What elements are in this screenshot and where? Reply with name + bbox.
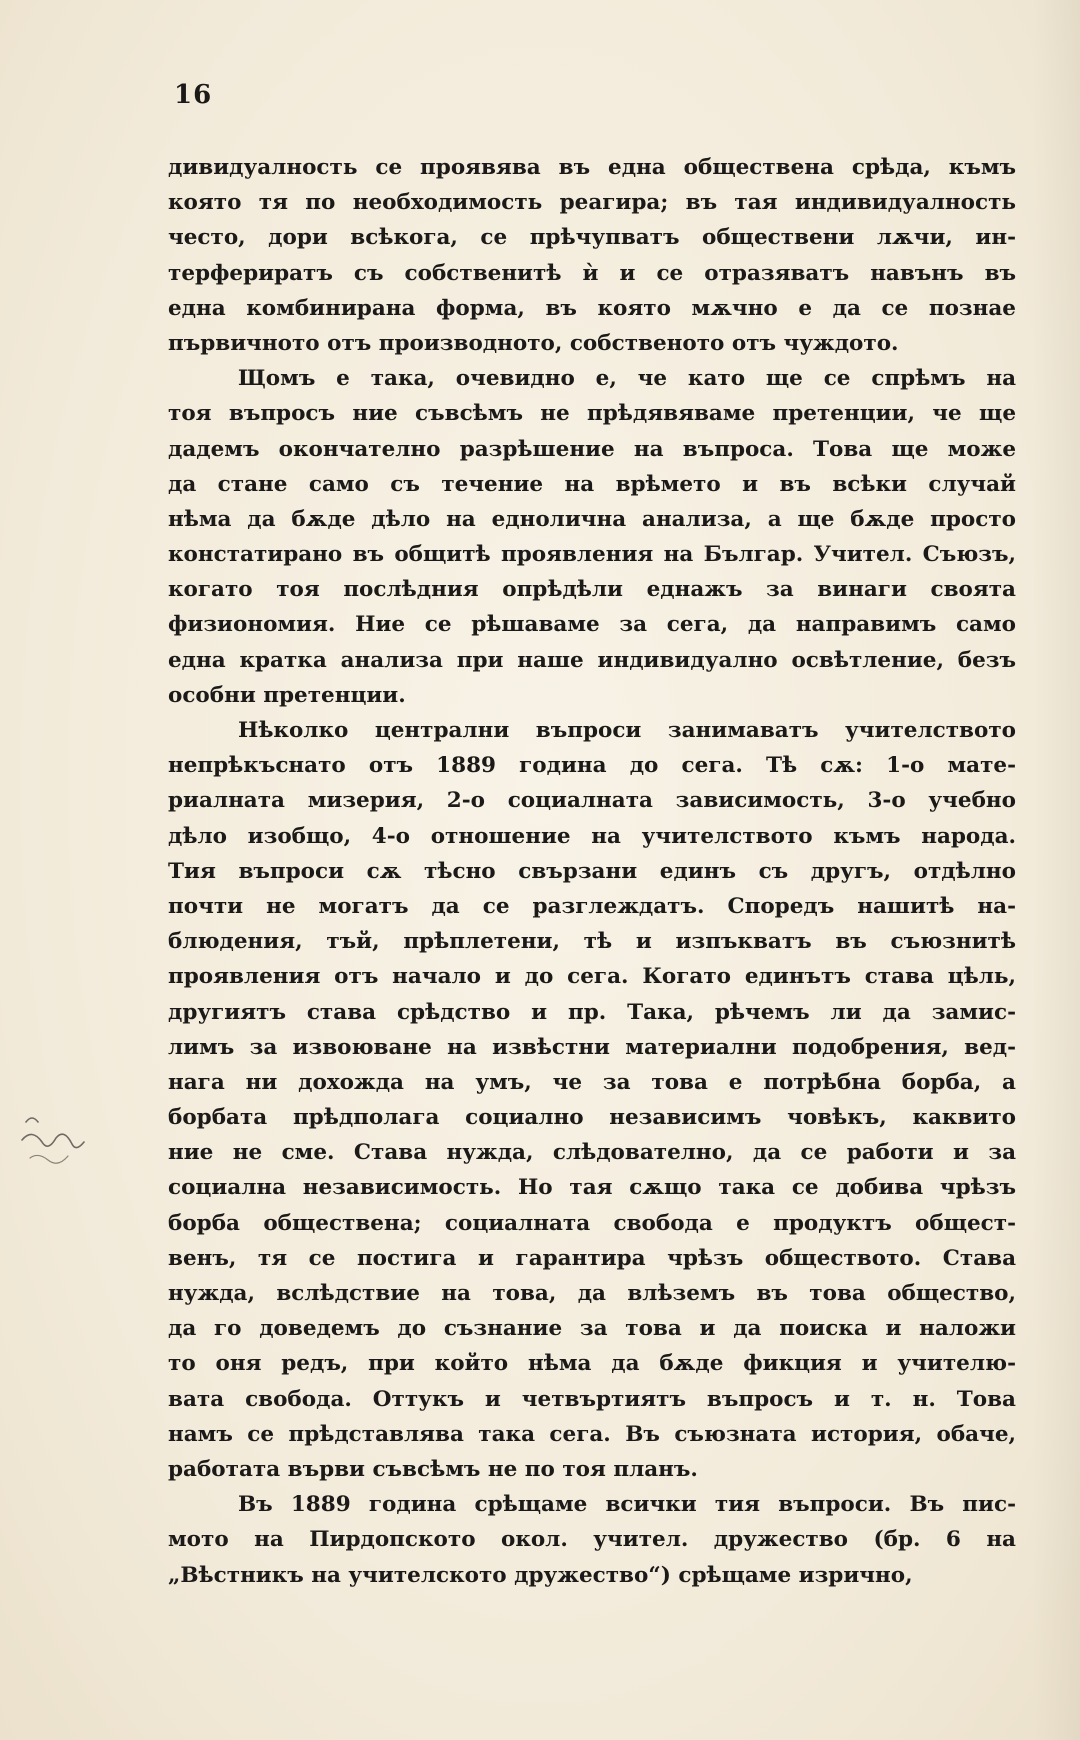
text-line: блюдения, тъй, прѣплетени, тѣ и изпъкватъ въ съюзнитѣ bbox=[168, 929, 1016, 955]
text-line: когато тоя послѣдния опрѣдѣли еднажъ за винаги своята bbox=[168, 577, 1016, 603]
text-line: една комбинирана форма, въ която мѫчно е да се познае bbox=[168, 295, 1016, 321]
text-line: „Вѣстникъ на учителското дружество“) срѣщаме изрично, bbox=[168, 1562, 913, 1588]
text-line: нага ни дохожда на умъ, че за това е потрѣбна борба, а bbox=[168, 1069, 1016, 1095]
paragraph bbox=[168, 361, 1016, 713]
text-line: то оня редъ, при който нѣма да бѫде фикция и учителю- bbox=[168, 1351, 1016, 1377]
paragraph bbox=[168, 150, 1016, 361]
text-line: риалната мизерия, 2-о социалната зависимость, 3-о учебно bbox=[168, 788, 1016, 814]
text-line: непрѣкъснато отъ 1889 година до сега. Тѣ сѫ: 1-о мате- bbox=[168, 753, 1016, 779]
body-text bbox=[168, 150, 1016, 1593]
text-line: мото на Пирдопското окол. учител. дружество (бр. 6 на bbox=[168, 1527, 1016, 1553]
text-line: нужда, вслѣдствие на това, да влѣземъ въ това общество, bbox=[168, 1281, 1016, 1306]
text-line: нѣма да бѫде дѣло на еднолична анализа, а ще бѫде просто bbox=[168, 506, 1016, 532]
handwritten-margin-mark bbox=[8, 1100, 128, 1190]
text-line: която тя по необходимость реагира; въ тая индивидуалность bbox=[168, 190, 1016, 216]
text-line: да го доведемъ до съзнание за това и да поиска и наложи bbox=[168, 1316, 1016, 1342]
page-number: 16 bbox=[174, 80, 213, 110]
text-line: дадемъ окончателно разрѣшение на въпроса. Това ще може bbox=[168, 436, 1016, 462]
text-line: Въ 1889 година срѣщаме всички тия въпроси. Въ пис- bbox=[238, 1492, 1016, 1518]
text-line: другиятъ става срѣдство и пр. Така, рѣчемъ ли да замис- bbox=[168, 999, 1016, 1025]
text-line: социална независимость. Но тая сѫщо така се добива чрѣзъ bbox=[168, 1175, 1016, 1201]
text-line: терфериратъ съ собственитѣ ѝ и се отразяватъ навънъ въ bbox=[168, 260, 1016, 286]
text-line: борбата прѣдполага социално независимъ човѣкъ, каквито bbox=[168, 1105, 1016, 1131]
paragraph bbox=[168, 713, 1016, 1487]
text-line: проявления отъ начало и до сега. Когато единътъ става цѣль, bbox=[168, 964, 1016, 990]
text-line: дѣло изобщо, 4-о отношение на учителството къмъ народа. bbox=[168, 823, 1016, 849]
text-line: Щомъ е така, очевидно е, че като ще се спрѣмъ на bbox=[238, 366, 1016, 392]
text-line: работата върви съвсѣмъ не по тоя планъ. bbox=[168, 1456, 698, 1482]
text-line: констатирано въ общитѣ проявления на Българ. Учител. Съюзъ, bbox=[168, 542, 1016, 568]
text-line: особни претенции. bbox=[168, 682, 406, 708]
text-line: лимъ за извоюване на извѣстни материални подобрения, вед- bbox=[168, 1034, 1016, 1060]
text-line: Тия въпроси сѫ тѣсно свързани единъ съ другъ, отдѣлно bbox=[168, 858, 1016, 884]
text-line: борба обществена; социалната свобода е продуктъ общест- bbox=[168, 1210, 1016, 1236]
text-line: да стане само съ течение на врѣмето и въ всѣки случай bbox=[168, 471, 1016, 497]
text-line: ние не сме. Става нужда, слѣдователно, да се работи и за bbox=[168, 1140, 1016, 1166]
paragraph bbox=[168, 1487, 1016, 1593]
text-line: венъ, тя се постига и гарантира чрѣзъ обществото. Става bbox=[168, 1245, 1016, 1271]
text-line: вата свобода. Оттукъ и четвъртиятъ въпросъ и т. н. Това bbox=[168, 1386, 1016, 1412]
text-line: физиономия. Ние се рѣшаваме за сега, да направимъ само bbox=[168, 612, 1016, 638]
text-line: Нѣколко централни въпроси занимаватъ учителството bbox=[238, 718, 1016, 743]
text-line: намъ се прѣдставлява така сега. Въ съюзната история, обаче, bbox=[168, 1421, 1016, 1447]
text-line: първичното отъ производното, собственото отъ чуждото. bbox=[168, 330, 899, 356]
text-line: често, дори всѣкога, се прѣчупватъ обществени лѫчи, ин- bbox=[168, 225, 1016, 251]
text-line: дивидуалность се проявява въ една обществена срѣда, къмъ bbox=[168, 155, 1016, 180]
text-line: почти не могатъ да се разглеждатъ. Споредъ нашитѣ на- bbox=[168, 893, 1016, 919]
page-edge-shadow bbox=[1032, 0, 1080, 1740]
text-line: тоя въпросъ ние съвсѣмъ не прѣдявяваме претенции, че ще bbox=[168, 401, 1016, 427]
text-line: една кратка анализа при наше индивидуално освѣтление, безъ bbox=[168, 647, 1016, 673]
